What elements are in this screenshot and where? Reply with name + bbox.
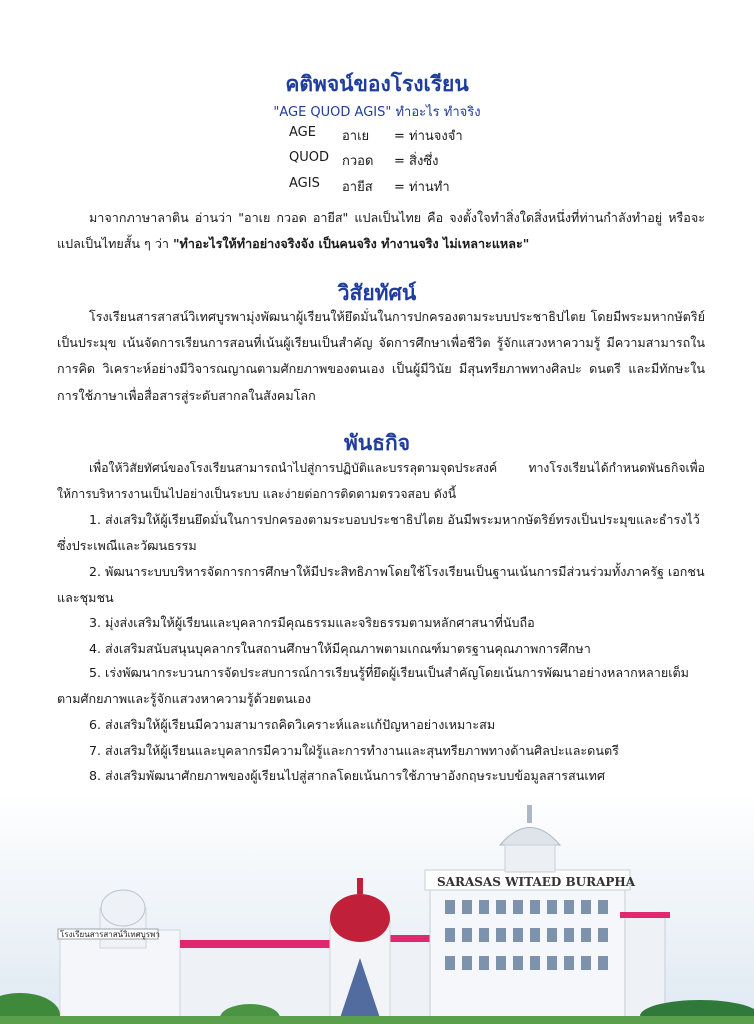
motto-meaning: = สิ่งซึ่ง	[394, 154, 439, 169]
motto-latin: AGIS	[289, 176, 320, 191]
motto-thai: อาเย	[342, 129, 370, 144]
central-red-dome	[330, 894, 390, 942]
mission-item: 8. ส่งเสริมพัฒนาศักยภาพของผู้เรียนไปสู่สากลโดยเน้นการใช้ภาษาอังกฤษระบบข้อมูลสารสนเทศ	[89, 768, 605, 783]
main-building	[430, 872, 625, 1024]
left-dome	[101, 890, 145, 926]
mission-intro-text: เพื่อให้วิสัยทัศน์ของโรงเรียนสามารถนำไปสู่การปฏิบัติและบรรลุตามจุดประสงค์ ทางโรงเรียนได้กำหนดพันธกิจเพื่อให้การบริหารงานเป็นไปอย่างเป็นระบบ และง่ายต่อการติดตามตรวจสอบ ดังนี้	[57, 461, 705, 502]
middle-right-roof	[385, 935, 430, 942]
motto-explanation-text: มาจากภาษาลาติน อ่านว่า "อาเย กวอด อายีส" แปลเป็นไทย คือ จงตั้งใจทำสิ่งใดสิ่งหนึ่งที่ท่านกำลังทำอยู่ หรือจะแปลเป็นไทยสั้น ๆ ว่า	[57, 210, 705, 252]
motto-subtitle: "AGE QUOD AGIS" ทำอะไร ทำจริง	[273, 105, 481, 120]
mission-item: 4. ส่งเสริมสนับสนุนบุคลากรในสถานศึกษาให้มีคุณภาพตามเกณฑ์มาตรฐานคุณภาพการศึกษา	[89, 641, 591, 656]
mission-intro	[57, 455, 705, 507]
ground	[0, 1016, 754, 1024]
mission-title: พันธกิจ	[343, 431, 411, 455]
mission-item: 6. ส่งเสริมให้ผู้เรียนมีความสามารถคิดวิเคราะห์และแก้ปัญหาอย่างเหมาะสม	[89, 717, 496, 732]
sign-thai: โรงเรียนสารสาสน์วิเทศบูรพา	[60, 930, 160, 939]
motto-explanation-emphasis: "ทำอะไรให้ทำอย่างจริงจัง เป็นคนจริง ทำงานจริง ไม่เหลาะแหละ"	[172, 236, 530, 252]
middle-right-wing	[390, 940, 430, 1024]
mission-item: 2. พัฒนาระบบบริหารจัดการการศึกษาให้มีประสิทธิภาพโดยใช้โรงเรียนเป็นฐานเน้นการมีส่วนร่วมทั้งภาครัฐ เอกชน และชุมชน	[57, 564, 705, 606]
school-building-illustration	[0, 790, 754, 1024]
motto-thai: กวอด	[342, 154, 374, 169]
motto-row	[0, 150, 754, 170]
vision-body: โรงเรียนสารสาสน์วิเทศบูรพามุ่งพัฒนาผู้เรียนให้ยึดมั่นในการปกครองตามระบบประชาธิปไตย โดยมีพระมหากษัตริย์เป็นประมุข เน้นจัดการเรียนการสอนที่เน้นผู้เรียนเป็นสำคัญ จัดการศึกษาเพื่อชีวิต รู้จักแสวงหาความรู้ มีความสามารถในการคิด วิเคราะห์อย่างมีวิจารณญาณตามศักยภาพของตนเอง เป็นผู้มีวินัย มีสุนทรียภาพทางศิลปะ ดนตรี และมีทักษะในการใช้ภาษาเพื่อสื่อสารสู่ระดับสากลในสังคมโลก	[57, 309, 705, 403]
mission-item: 1. ส่งเสริมให้ผู้เรียนยึดมั่นในการปกครองตามระบอบประชาธิปไตย อันมีพระมหากษัตริย์ทรงเป็นประมุขและธำรงไว้ซึ่งประเพณีและวัฒนธรรม	[57, 512, 700, 554]
motto-meaning: = ท่านทำ	[394, 180, 450, 195]
motto-row	[0, 125, 754, 145]
middle-left-roof	[180, 940, 330, 948]
dome-spire	[357, 878, 363, 894]
motto-title: คติพจน์ของโรงเรียน	[285, 72, 469, 96]
motto-meaning: = ท่านจงจำ	[394, 129, 463, 144]
vision-title: วิสัยทัศน์	[337, 281, 417, 305]
motto-latin: QUOD	[289, 150, 329, 165]
motto-explanation	[57, 205, 705, 257]
main-dome-base	[505, 845, 555, 872]
mission-item: 5. เร่งพัฒนากระบวนการจัดประสบการณ์การเรียนรู้ที่ยึดผู้เรียนเป็นสำคัญโดยเน้นการพัฒนาอย่างหลากหลายเต็มตามศักยภาพและรู้จักแสวงหาความรู้ด้วยตนเอง	[57, 665, 689, 707]
motto-latin: AGE	[289, 125, 316, 140]
motto-thai: อายีส	[342, 180, 373, 195]
sign-main: SARASAS WITAED BURAPHA	[437, 875, 636, 889]
motto-row	[0, 176, 754, 196]
right-wing-roof	[620, 912, 670, 918]
main-dome-spire	[527, 805, 532, 823]
vision-text	[57, 304, 705, 409]
mission-item: 3. มุ่งส่งเสริมให้ผู้เรียนและบุคลากรมีคุณธรรมและจริยธรรมตามหลักศาสนาที่นับถือ	[89, 615, 535, 630]
mission-item: 7. ส่งเสริมให้ผู้เรียนและบุคลากรมีความใฝ่รู้และการทำงานและสุนทรียภาพทางด้านศิลปะและดนตรี	[89, 743, 619, 758]
